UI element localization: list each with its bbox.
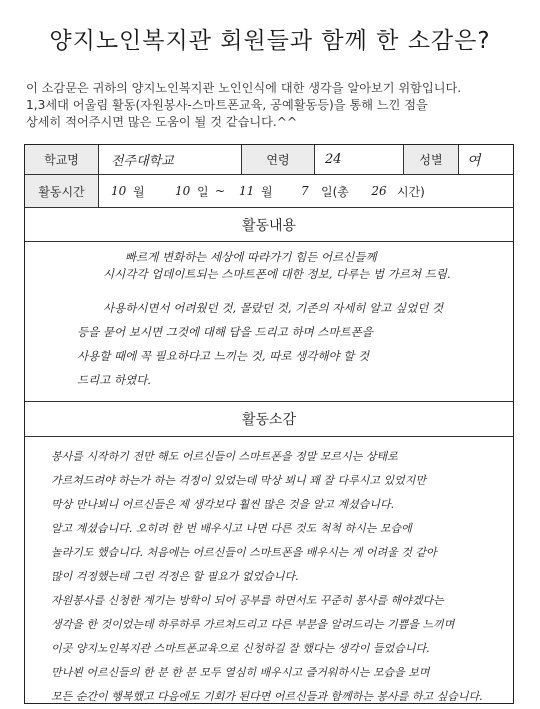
reflection-line: 가르쳐드려야 하는가 하는 걱정이 있었는데 막상 뵈니 꽤 잘 다루시고 있었지만 (51, 474, 426, 487)
reflection-line: 놀라기도 했습니다. 처음에는 어르신들이 스마트폰을 배우시는 게 어려울 것 같아 (51, 546, 437, 559)
start-day: 10 (175, 184, 191, 198)
activity-heading: 활동내용 (25, 208, 513, 242)
period-label: 활동시간 (25, 175, 99, 207)
activity-line: 빠르게 변화하는 세상에 따라가기 힘든 어르신들께 (125, 250, 377, 264)
total-hours: 26 (371, 184, 387, 198)
hours-unit: 시간) (397, 184, 425, 199)
intro-line: 1,3세대 어울림 활동(자원봉사-스마트폰교육, 공예활동등)을 통해 느낀 점을 (26, 98, 428, 112)
intro-line: 상세히 적어주시면 많은 도움이 될 것 같습니다.^^ (26, 115, 298, 129)
age-value[interactable]: 24 (325, 152, 342, 167)
reflection-line: 자원봉사를 신청한 계기는 방학이 되어 공부를 하면서도 꾸준히 봉사를 해야겠다는 (51, 594, 444, 607)
intro-line: 이 소감문은 귀하의 양지노인복지관 노인인식에 대한 생각을 알아보기 위함입니다. (26, 81, 462, 95)
range-tilde: ~ (215, 184, 226, 198)
period-field[interactable] (111, 175, 511, 207)
activity-line: 사용하시면서 어려웠던 것, 몰랐던 것, 기존의 자세히 알고 싶었던 것 (103, 301, 444, 315)
reflection-line: 이곳 양지노인복지관 스마트폰교육으로 신청하길 잘 했다는 생각이 들었습니다. (51, 642, 430, 655)
gender-label: 성별 (403, 145, 459, 174)
activity-line: 사용할 때에 꼭 필요하다고 느끼는 것, 따로 생각해야 할 것 (77, 349, 370, 363)
reflection-line: 막상 만나뵈니 어르신들은 제 생각보다 훨씬 많은 것을 알고 계셨습니다. (51, 498, 395, 511)
reflection-line: 봉사를 시작하기 전만 해도 어르신들이 스마트폰을 정말 모르시는 상태로 (51, 450, 398, 463)
day-unit: 일 (197, 184, 209, 199)
reflection-line: 생각을 한 것이었는데 하루하루 가르쳐드리고 다른 부분을 알려드리는 기쁨을 느끼며 (51, 618, 455, 631)
reflection-line: 만나뵌 어르신들의 한 분 한 분 모두 열심히 배우시고 즐거워하시는 모습을 보며 (51, 666, 430, 679)
period-row (25, 175, 513, 208)
end-month: 11 (239, 184, 255, 198)
activity-line: 드리고 하였다. (77, 373, 151, 387)
reflection-line: 알고 계셨습니다. 오히려 한 번 배우시고 나면 다른 것도 척척 하시는 모습에 (51, 522, 412, 535)
page-title: 양지노인복지관 회원들과 함께 한 소감은? (49, 28, 491, 54)
month-unit: 월 (261, 184, 273, 199)
info-row (25, 145, 513, 175)
activity-content[interactable] (25, 249, 513, 389)
activity-line: 등을 묻어 보시면 그것에 대해 답을 드리고 하며 스마트폰을 (77, 325, 373, 339)
reflection-line: 많이 걱정했는데 그런 걱정은 할 필요가 없었습니다. (51, 570, 299, 583)
month-unit: 월 (133, 184, 145, 199)
start-month: 10 (111, 184, 127, 198)
age-label: 연령 (241, 145, 315, 174)
reflection-form (24, 144, 514, 704)
school-value[interactable]: 전주대학교 (111, 154, 174, 169)
total-prefix: 일(총 (321, 184, 349, 199)
gender-value[interactable]: 여 (467, 152, 481, 169)
end-day: 7 (301, 184, 309, 198)
reflection-heading: 활동소감 (25, 401, 513, 437)
school-label: 학교명 (25, 145, 99, 174)
activity-line: 시시각각 업데이트되는 스마트폰에 대한 정보, 다루는 법 가르쳐 드림. (103, 267, 451, 281)
reflection-content[interactable] (25, 445, 513, 709)
reflection-line: 모든 순간이 행복했고 다음에도 기회가 된다면 어르신들과 함께하는 봉사를 하고 싶습니다. (51, 690, 483, 703)
intro-text (26, 80, 526, 131)
